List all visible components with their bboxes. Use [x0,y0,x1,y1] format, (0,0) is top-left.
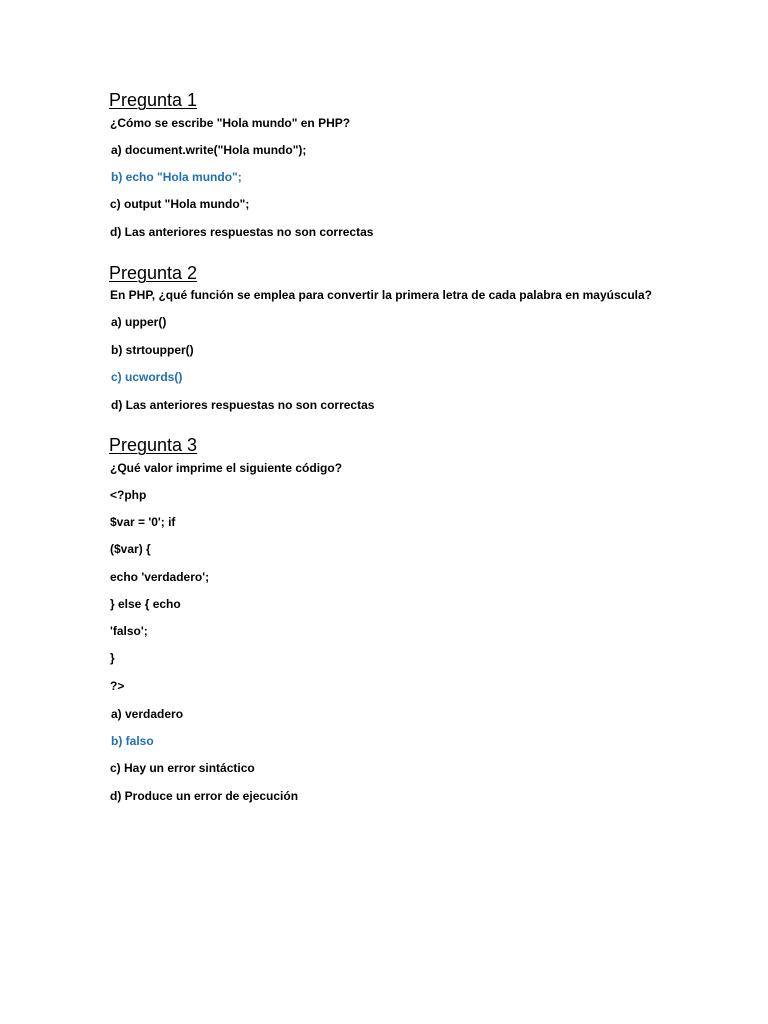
question-2-text: En PHP, ¿qué función se emplea para convertir la primera letra de cada palabra en mayúscula? [110,288,652,302]
question-3-option-d: d) Produce un error de ejecución [110,789,299,803]
question-1-option-c: c) output "Hola mundo"; [110,197,250,211]
question-1-text: ¿Cómo se escribe "Hola mundo" en PHP? [110,116,351,130]
question-3-text: ¿Qué valor imprime el siguiente código? [110,461,343,475]
question-3-option-c: c) Hay un error sintáctico [110,761,255,775]
question-2-option-d: d) Las anteriores respuestas no son correctas [111,398,375,412]
question-3-title: Pregunta 3 [109,435,198,455]
code-line-1: <?php [110,488,147,502]
code-line-8: ?> [110,679,125,693]
code-line-5: } else { echo [110,597,181,611]
question-2-title: Pregunta 2 [109,263,198,283]
code-line-4: echo 'verdadero'; [110,570,210,584]
question-1-option-b-correct: b) echo "Hola mundo"; [111,170,242,184]
question-2-option-a: a) upper() [111,315,167,329]
question-1-option-a: a) document.write("Hola mundo"); [111,143,307,157]
question-2-option-b: b) strtoupper() [111,343,194,357]
code-line-3: ($var) { [110,542,151,556]
question-3-option-b-correct: b) falso [111,734,154,748]
question-2-option-c-correct: c) ucwords() [111,370,183,384]
code-line-7: } [110,651,115,665]
question-3-option-a: a) verdadero [111,707,184,721]
question-1-title: Pregunta 1 [109,90,198,110]
code-line-2: $var = '0'; if [110,515,176,529]
code-line-6: 'falso'; [110,624,148,638]
question-1-option-d: d) Las anteriores respuestas no son correctas [110,225,374,239]
